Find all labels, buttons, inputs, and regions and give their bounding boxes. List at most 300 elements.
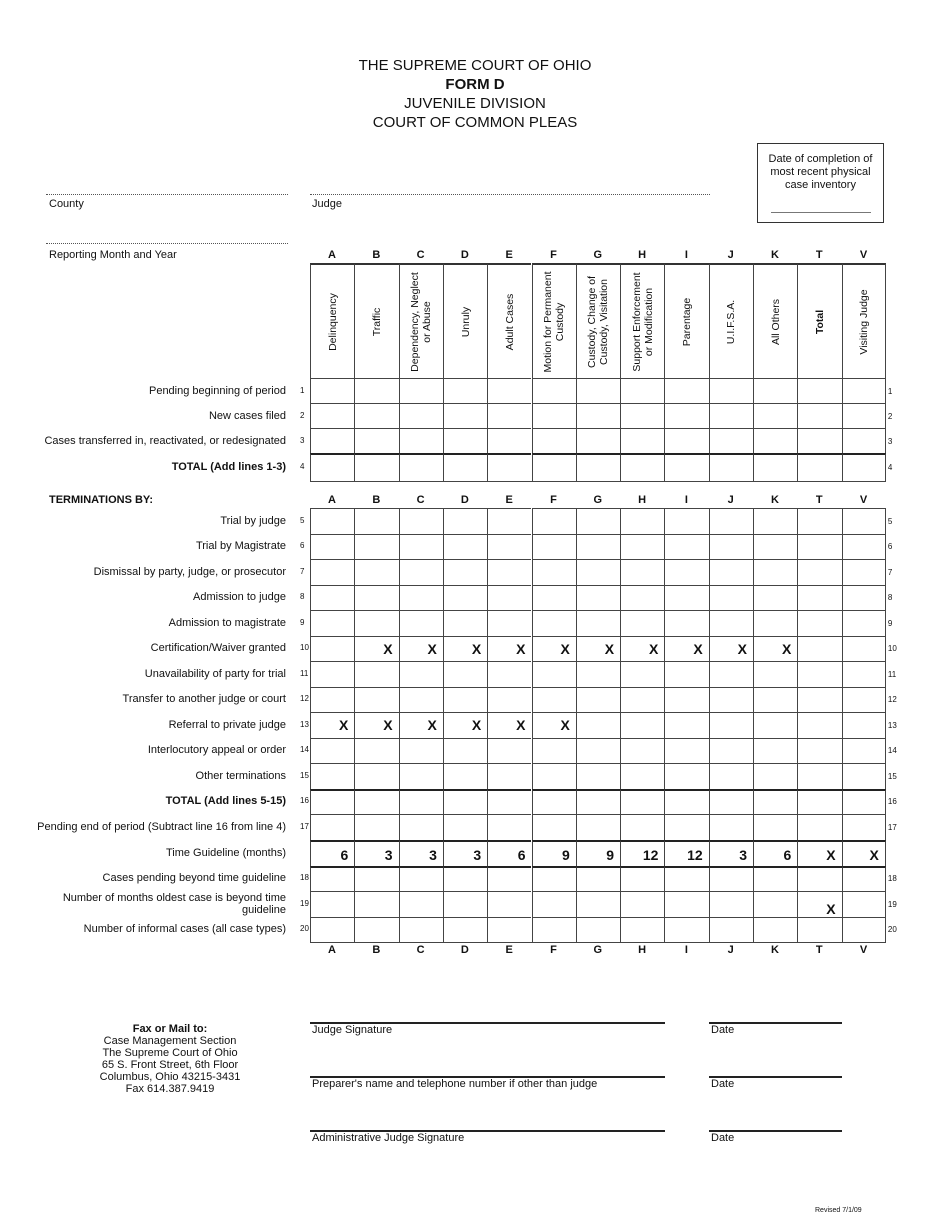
row-6-i-cell[interactable] — [664, 534, 708, 560]
row-17-t-cell[interactable] — [797, 814, 841, 840]
row-9-t-cell[interactable] — [797, 610, 841, 636]
row-20-d-cell[interactable] — [443, 917, 487, 943]
row-15-a-cell[interactable] — [310, 763, 354, 789]
row-8-t-cell[interactable] — [797, 585, 841, 611]
row-19-c-cell[interactable] — [399, 891, 443, 917]
row-3-k-cell[interactable] — [753, 428, 797, 453]
row-11-d-cell[interactable] — [443, 661, 487, 687]
row-1-i-cell[interactable] — [664, 378, 708, 403]
row-9-j-cell[interactable] — [709, 610, 753, 636]
row-19-b-cell[interactable] — [354, 891, 398, 917]
row-20-e-cell[interactable] — [487, 917, 531, 943]
row-5-j-cell[interactable] — [709, 508, 753, 534]
row-2-c-cell[interactable] — [399, 403, 443, 428]
row-12-f-cell[interactable] — [532, 687, 576, 713]
row-guideline-f-cell[interactable]: 9 — [532, 840, 576, 866]
row-18-e-cell[interactable] — [487, 866, 531, 892]
row-6-a-cell[interactable] — [310, 534, 354, 560]
row-20-b-cell[interactable] — [354, 917, 398, 943]
row-17-j-cell[interactable] — [709, 814, 753, 840]
row-20-j-cell[interactable] — [709, 917, 753, 943]
row-4-a-cell[interactable] — [310, 453, 354, 481]
row-3-b-cell[interactable] — [354, 428, 398, 453]
row-3-e-cell[interactable] — [487, 428, 531, 453]
line-number-left: 1 — [300, 385, 305, 395]
row-6-h-cell[interactable] — [620, 534, 664, 560]
row-guideline-v-cell[interactable]: X — [842, 840, 886, 866]
row-9-g-cell[interactable] — [576, 610, 620, 636]
row-18-a-cell[interactable] — [310, 866, 354, 892]
row-8-g-cell[interactable] — [576, 585, 620, 611]
row-3-d-cell[interactable] — [443, 428, 487, 453]
row-17-c-cell[interactable] — [399, 814, 443, 840]
row-9-f-cell[interactable] — [532, 610, 576, 636]
row-18-k-cell[interactable] — [753, 866, 797, 892]
row-8-k-cell[interactable] — [753, 585, 797, 611]
row-9-c-cell[interactable] — [399, 610, 443, 636]
row-7-b-cell[interactable] — [354, 559, 398, 585]
row-9-e-cell[interactable] — [487, 610, 531, 636]
row-6-f-cell[interactable] — [532, 534, 576, 560]
row-6-g-cell[interactable] — [576, 534, 620, 560]
row-15-v-cell[interactable] — [842, 763, 886, 789]
row-4-h-cell[interactable] — [620, 453, 664, 481]
row-8-a-cell[interactable] — [310, 585, 354, 611]
row-16-j-cell[interactable] — [709, 789, 753, 815]
row-1-b-cell[interactable] — [354, 378, 398, 403]
row-19-k-cell[interactable] — [753, 891, 797, 917]
row-11-i-cell[interactable] — [664, 661, 708, 687]
row-7-k-cell[interactable] — [753, 559, 797, 585]
row-13-v-cell[interactable] — [842, 712, 886, 738]
row-11-c-cell[interactable] — [399, 661, 443, 687]
row-7-e-cell[interactable] — [487, 559, 531, 585]
row-guideline-b-cell[interactable]: 3 — [354, 840, 398, 866]
row-16-i-cell[interactable] — [664, 789, 708, 815]
row-8-e-cell[interactable] — [487, 585, 531, 611]
row-guideline-i-cell[interactable]: 12 — [664, 840, 708, 866]
row-8-h-cell[interactable] — [620, 585, 664, 611]
row-8-j-cell[interactable] — [709, 585, 753, 611]
row-7-f-cell[interactable] — [532, 559, 576, 585]
row-guideline-h-cell[interactable]: 12 — [620, 840, 664, 866]
row-4-d-cell[interactable] — [443, 453, 487, 481]
row-10-b-cell[interactable]: X — [354, 636, 398, 662]
inventory-date-box[interactable] — [757, 143, 884, 223]
row-19-g-cell[interactable] — [576, 891, 620, 917]
row-5-t-cell[interactable] — [797, 508, 841, 534]
row-14-f-cell[interactable] — [532, 738, 576, 764]
mail-line: Fax 614.387.9419 — [125, 1083, 215, 1095]
row-14-g-cell[interactable] — [576, 738, 620, 764]
row-9-d-cell[interactable] — [443, 610, 487, 636]
row-4-k-cell[interactable] — [753, 453, 797, 481]
row-8-c-cell[interactable] — [399, 585, 443, 611]
row-3-t-cell[interactable] — [797, 428, 841, 453]
column-header-b — [354, 263, 398, 378]
judge-field-line[interactable] — [310, 194, 710, 195]
row-18-v-cell[interactable] — [842, 866, 886, 892]
row-10-c-cell[interactable]: X — [399, 636, 443, 662]
row-11-b-cell[interactable] — [354, 661, 398, 687]
row-5-v-cell[interactable] — [842, 508, 886, 534]
row-13-t-cell[interactable] — [797, 712, 841, 738]
row-2-i-cell[interactable] — [664, 403, 708, 428]
row-9-v-cell[interactable] — [842, 610, 886, 636]
row-guideline-d-cell[interactable]: 3 — [443, 840, 487, 866]
row-7-v-cell[interactable] — [842, 559, 886, 585]
row-4-t-cell[interactable] — [797, 453, 841, 481]
mail-heading: Fax or Mail to: — [132, 1023, 208, 1035]
row-4-v-cell[interactable] — [842, 453, 886, 481]
row-11-a-cell[interactable] — [310, 661, 354, 687]
row-8-v-cell[interactable] — [842, 585, 886, 611]
judge-signature-label: Judge Signature — [312, 1024, 393, 1036]
division-title: JUVENILE DIVISION — [404, 95, 546, 112]
column-letter-d: D — [460, 249, 469, 261]
row-14-j-cell[interactable] — [709, 738, 753, 764]
row-14-e-cell[interactable] — [487, 738, 531, 764]
row-15-j-cell[interactable] — [709, 763, 753, 789]
row-12-g-cell[interactable] — [576, 687, 620, 713]
row-guideline-c-cell[interactable]: 3 — [399, 840, 443, 866]
row-6-d-cell[interactable] — [443, 534, 487, 560]
row-15-i-cell[interactable] — [664, 763, 708, 789]
row-16-g-cell[interactable] — [576, 789, 620, 815]
row-15-b-cell[interactable] — [354, 763, 398, 789]
row-2-f-cell[interactable] — [532, 403, 576, 428]
row-4-e-cell[interactable] — [487, 453, 531, 481]
row-5-f-cell[interactable] — [532, 508, 576, 534]
row-14-d-cell[interactable] — [443, 738, 487, 764]
row-19-i-cell[interactable] — [664, 891, 708, 917]
row-7-h-cell[interactable] — [620, 559, 664, 585]
line-number-left: 10 — [300, 643, 309, 653]
row-13-b-cell[interactable]: X — [354, 712, 398, 738]
row-13-k-cell[interactable] — [753, 712, 797, 738]
row-2-j-cell[interactable] — [709, 403, 753, 428]
row-11-v-cell[interactable] — [842, 661, 886, 687]
row-17-k-cell[interactable] — [753, 814, 797, 840]
row-10-t-cell[interactable] — [797, 636, 841, 662]
row-5-b-cell[interactable] — [354, 508, 398, 534]
row-guideline-j-cell[interactable]: 3 — [709, 840, 753, 866]
row-13-c-cell[interactable]: X — [399, 712, 443, 738]
row-11-k-cell[interactable] — [753, 661, 797, 687]
row-16-e-cell[interactable] — [487, 789, 531, 815]
line-number-right: 9 — [887, 618, 893, 628]
row-2-b-cell[interactable] — [354, 403, 398, 428]
row-9-i-cell[interactable] — [664, 610, 708, 636]
row-14-h-cell[interactable] — [620, 738, 664, 764]
row-11-g-cell[interactable] — [576, 661, 620, 687]
row-12-d-cell[interactable] — [443, 687, 487, 713]
row-2-a-cell[interactable] — [310, 403, 354, 428]
row-10-g-cell[interactable]: X — [576, 636, 620, 662]
row-10-h-cell[interactable]: X — [620, 636, 664, 662]
row-1-t-cell[interactable] — [797, 378, 841, 403]
row-10-j-cell[interactable]: X — [709, 636, 753, 662]
row-13-g-cell[interactable] — [576, 712, 620, 738]
row-1-c-cell[interactable] — [399, 378, 443, 403]
row-20-f-cell[interactable] — [532, 917, 576, 943]
row-17-e-cell[interactable] — [487, 814, 531, 840]
row-3-g-cell[interactable] — [576, 428, 620, 453]
row-20-a-cell[interactable] — [310, 917, 354, 943]
row-4-g-cell[interactable] — [576, 453, 620, 481]
row-10-d-cell[interactable]: X — [443, 636, 487, 662]
row-6-v-cell[interactable] — [842, 534, 886, 560]
row-10-a-cell[interactable] — [310, 636, 354, 662]
row-4-j-cell[interactable] — [709, 453, 753, 481]
column-header-f — [532, 263, 576, 378]
row-14-c-cell[interactable] — [399, 738, 443, 764]
row-6-t-cell[interactable] — [797, 534, 841, 560]
row-6-j-cell[interactable] — [709, 534, 753, 560]
row-13-d-cell[interactable]: X — [443, 712, 487, 738]
row-3-v-cell[interactable] — [842, 428, 886, 453]
row-12-b-cell[interactable] — [354, 687, 398, 713]
row-19-j-cell[interactable] — [709, 891, 753, 917]
row-guideline-a-cell[interactable]: 6 — [310, 840, 354, 866]
row-9-b-cell[interactable] — [354, 610, 398, 636]
row-13-j-cell[interactable] — [709, 712, 753, 738]
row-20-t-cell[interactable] — [797, 917, 841, 943]
row-20-h-cell[interactable] — [620, 917, 664, 943]
row-label: Cases transferred in, reactivated, or redesignated — [44, 434, 286, 447]
row-15-g-cell[interactable] — [576, 763, 620, 789]
row-19-f-cell[interactable] — [532, 891, 576, 917]
row-guideline-t-cell[interactable]: X — [797, 840, 841, 866]
row-12-e-cell[interactable] — [487, 687, 531, 713]
row-16-c-cell[interactable] — [399, 789, 443, 815]
row-8-f-cell[interactable] — [532, 585, 576, 611]
row-12-t-cell[interactable] — [797, 687, 841, 713]
row-19-a-cell[interactable] — [310, 891, 354, 917]
row-6-c-cell[interactable] — [399, 534, 443, 560]
row-12-j-cell[interactable] — [709, 687, 753, 713]
row-13-f-cell[interactable]: X — [532, 712, 576, 738]
row-8-i-cell[interactable] — [664, 585, 708, 611]
row-1-j-cell[interactable] — [709, 378, 753, 403]
row-12-k-cell[interactable] — [753, 687, 797, 713]
row-6-k-cell[interactable] — [753, 534, 797, 560]
row-1-g-cell[interactable] — [576, 378, 620, 403]
row-18-t-cell[interactable] — [797, 866, 841, 892]
row-15-c-cell[interactable] — [399, 763, 443, 789]
row-2-h-cell[interactable] — [620, 403, 664, 428]
row-5-e-cell[interactable] — [487, 508, 531, 534]
row-7-i-cell[interactable] — [664, 559, 708, 585]
row-16-d-cell[interactable] — [443, 789, 487, 815]
row-15-t-cell[interactable] — [797, 763, 841, 789]
row-label: TOTAL (Add lines 5-15) — [165, 795, 286, 808]
row-18-i-cell[interactable] — [664, 866, 708, 892]
row-5-h-cell[interactable] — [620, 508, 664, 534]
row-16-f-cell[interactable] — [532, 789, 576, 815]
row-1-d-cell[interactable] — [443, 378, 487, 403]
row-15-f-cell[interactable] — [532, 763, 576, 789]
row-20-g-cell[interactable] — [576, 917, 620, 943]
row-5-i-cell[interactable] — [664, 508, 708, 534]
row-20-k-cell[interactable] — [753, 917, 797, 943]
row-2-g-cell[interactable] — [576, 403, 620, 428]
row-12-c-cell[interactable] — [399, 687, 443, 713]
row-18-c-cell[interactable] — [399, 866, 443, 892]
row-2-k-cell[interactable] — [753, 403, 797, 428]
row-18-j-cell[interactable] — [709, 866, 753, 892]
mail-line: The Supreme Court of Ohio — [102, 1047, 238, 1059]
row-11-e-cell[interactable] — [487, 661, 531, 687]
row-guideline-e-cell[interactable]: 6 — [487, 840, 531, 866]
row-9-a-cell[interactable] — [310, 610, 354, 636]
row-5-k-cell[interactable] — [753, 508, 797, 534]
row-10-f-cell[interactable]: X — [532, 636, 576, 662]
row-7-d-cell[interactable] — [443, 559, 487, 585]
row-20-c-cell[interactable] — [399, 917, 443, 943]
line-number-right: 13 — [887, 720, 897, 730]
row-20-i-cell[interactable] — [664, 917, 708, 943]
row-4-c-cell[interactable] — [399, 453, 443, 481]
row-12-i-cell[interactable] — [664, 687, 708, 713]
row-12-h-cell[interactable] — [620, 687, 664, 713]
row-19-e-cell[interactable] — [487, 891, 531, 917]
row-8-d-cell[interactable] — [443, 585, 487, 611]
row-17-b-cell[interactable] — [354, 814, 398, 840]
row-19-d-cell[interactable] — [443, 891, 487, 917]
row-17-g-cell[interactable] — [576, 814, 620, 840]
row-18-b-cell[interactable] — [354, 866, 398, 892]
row-16-h-cell[interactable] — [620, 789, 664, 815]
row-3-c-cell[interactable] — [399, 428, 443, 453]
row-7-j-cell[interactable] — [709, 559, 753, 585]
row-16-a-cell[interactable] — [310, 789, 354, 815]
row-18-h-cell[interactable] — [620, 866, 664, 892]
row-15-h-cell[interactable] — [620, 763, 664, 789]
row-5-g-cell[interactable] — [576, 508, 620, 534]
row-14-a-cell[interactable] — [310, 738, 354, 764]
row-9-h-cell[interactable] — [620, 610, 664, 636]
row-4-f-cell[interactable] — [532, 453, 576, 481]
row-8-b-cell[interactable] — [354, 585, 398, 611]
row-10-i-cell[interactable]: X — [664, 636, 708, 662]
row-16-t-cell[interactable] — [797, 789, 841, 815]
row-17-v-cell[interactable] — [842, 814, 886, 840]
row-9-k-cell[interactable] — [753, 610, 797, 636]
row-2-t-cell[interactable] — [797, 403, 841, 428]
row-3-a-cell[interactable] — [310, 428, 354, 453]
row-guideline-k-cell[interactable]: 6 — [753, 840, 797, 866]
row-1-v-cell[interactable] — [842, 378, 886, 403]
row-14-v-cell[interactable] — [842, 738, 886, 764]
row-15-e-cell[interactable] — [487, 763, 531, 789]
row-11-f-cell[interactable] — [532, 661, 576, 687]
row-16-v-cell[interactable] — [842, 789, 886, 815]
mail-line: Case Management Section — [103, 1035, 237, 1047]
line-number-right: 15 — [887, 771, 897, 781]
row-5-c-cell[interactable] — [399, 508, 443, 534]
row-13-e-cell[interactable]: X — [487, 712, 531, 738]
row-10-v-cell[interactable] — [842, 636, 886, 662]
row-19-h-cell[interactable] — [620, 891, 664, 917]
row-20-v-cell[interactable] — [842, 917, 886, 943]
row-11-j-cell[interactable] — [709, 661, 753, 687]
row-3-f-cell[interactable] — [532, 428, 576, 453]
row-7-g-cell[interactable] — [576, 559, 620, 585]
row-17-i-cell[interactable] — [664, 814, 708, 840]
row-18-d-cell[interactable] — [443, 866, 487, 892]
row-10-e-cell[interactable]: X — [487, 636, 531, 662]
row-16-k-cell[interactable] — [753, 789, 797, 815]
line-number-left: 7 — [300, 566, 305, 576]
admin-signature-label: Administrative Judge Signature — [312, 1132, 465, 1144]
row-4-i-cell[interactable] — [664, 453, 708, 481]
row-15-k-cell[interactable] — [753, 763, 797, 789]
row-14-k-cell[interactable] — [753, 738, 797, 764]
row-2-e-cell[interactable] — [487, 403, 531, 428]
row-2-v-cell[interactable] — [842, 403, 886, 428]
row-10-k-cell[interactable]: X — [753, 636, 797, 662]
row-14-i-cell[interactable] — [664, 738, 708, 764]
row-5-d-cell[interactable] — [443, 508, 487, 534]
column-header-label: Adult Cases — [503, 293, 516, 350]
row-17-d-cell[interactable] — [443, 814, 487, 840]
row-3-i-cell[interactable] — [664, 428, 708, 453]
row-13-a-cell[interactable]: X — [310, 712, 354, 738]
row-7-c-cell[interactable] — [399, 559, 443, 585]
line-number-right: 4 — [887, 463, 893, 472]
row-11-t-cell[interactable] — [797, 661, 841, 687]
row-6-e-cell[interactable] — [487, 534, 531, 560]
row-7-a-cell[interactable] — [310, 559, 354, 585]
row-1-h-cell[interactable] — [620, 378, 664, 403]
row-13-h-cell[interactable] — [620, 712, 664, 738]
row-19-v-cell[interactable] — [842, 891, 886, 917]
row-17-h-cell[interactable] — [620, 814, 664, 840]
reporting-month-field-line[interactable] — [46, 243, 288, 244]
row-11-h-cell[interactable] — [620, 661, 664, 687]
row-14-b-cell[interactable] — [354, 738, 398, 764]
row-17-f-cell[interactable] — [532, 814, 576, 840]
row-14-t-cell[interactable] — [797, 738, 841, 764]
row-1-f-cell[interactable] — [532, 378, 576, 403]
row-18-g-cell[interactable] — [576, 866, 620, 892]
row-19-t-cell[interactable]: X — [797, 891, 841, 917]
court-title: THE SUPREME COURT OF OHIO — [358, 57, 592, 74]
row-guideline-g-cell[interactable]: 9 — [576, 840, 620, 866]
row-12-v-cell[interactable] — [842, 687, 886, 713]
row-1-k-cell[interactable] — [753, 378, 797, 403]
row-3-j-cell[interactable] — [709, 428, 753, 453]
row-16-b-cell[interactable] — [354, 789, 398, 815]
county-field-line[interactable] — [46, 194, 288, 195]
row-6-b-cell[interactable] — [354, 534, 398, 560]
row-17-a-cell[interactable] — [310, 814, 354, 840]
row-5-a-cell[interactable] — [310, 508, 354, 534]
row-7-t-cell[interactable] — [797, 559, 841, 585]
preparer-date-label: Date — [711, 1078, 735, 1090]
row-4-b-cell[interactable] — [354, 453, 398, 481]
row-15-d-cell[interactable] — [443, 763, 487, 789]
row-1-a-cell[interactable] — [310, 378, 354, 403]
column-letter-e: E — [505, 944, 513, 956]
row-1-e-cell[interactable] — [487, 378, 531, 403]
row-3-h-cell[interactable] — [620, 428, 664, 453]
row-12-a-cell[interactable] — [310, 687, 354, 713]
row-18-f-cell[interactable] — [532, 866, 576, 892]
row-2-d-cell[interactable] — [443, 403, 487, 428]
row-13-i-cell[interactable] — [664, 712, 708, 738]
